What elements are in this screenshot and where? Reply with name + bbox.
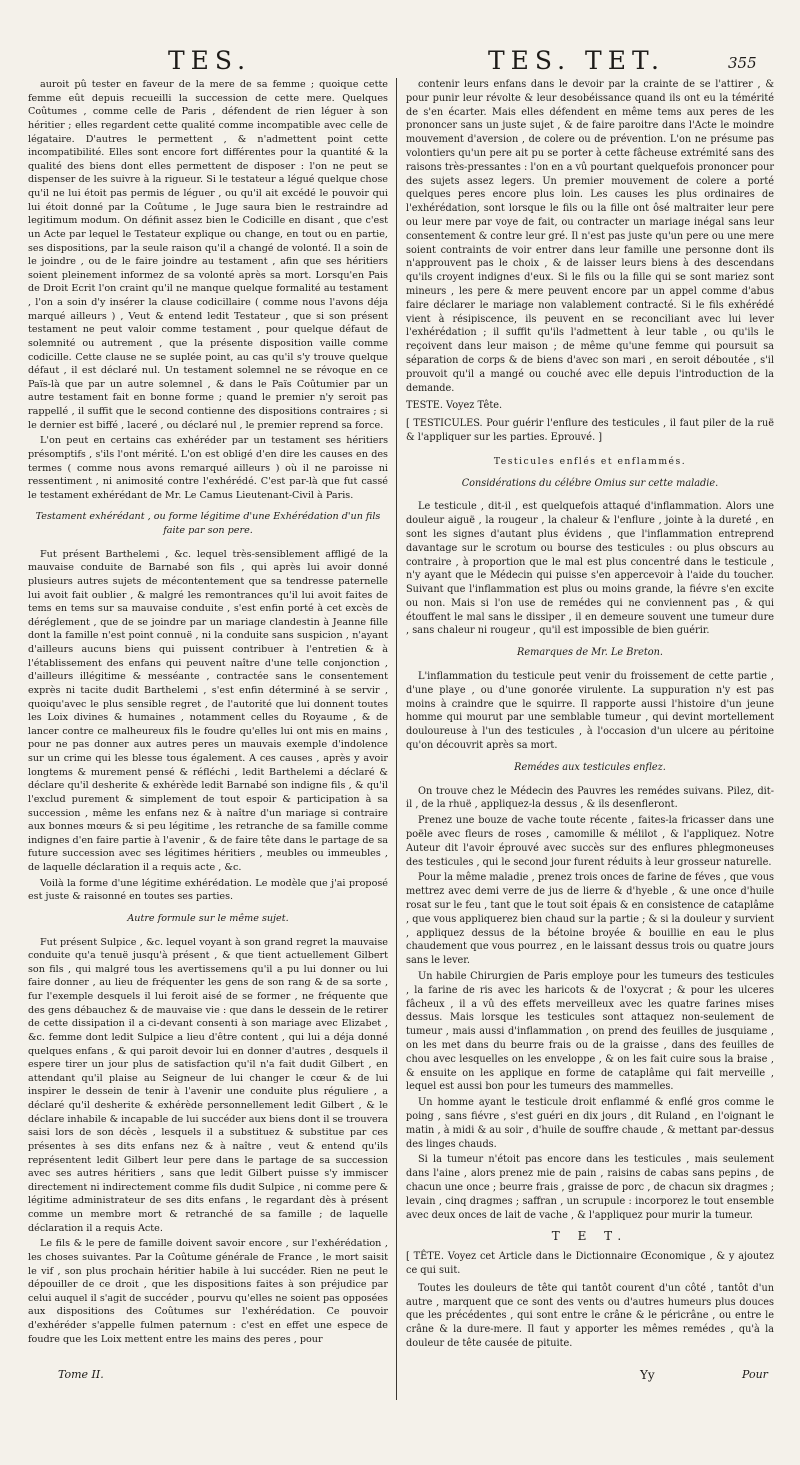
entry-heading: TESTE. Voyez Tête. xyxy=(406,400,503,412)
paragraph: Voilà la forme d'une légitime exhérédation. Le modèle que j'ai proposé est juste & raisonné en toutes ses parties. xyxy=(28,877,388,903)
paragraph: Toutes les douleurs de tête qui tantôt courent d'un côté , tantôt d'un autre , marquent que ce sont des vents ou d'autres humeurs plus douces que les précédentes , qui sont entre le crâne & le péricrâne , ou entre le crâne & la dure-mere. Il faut y apporter les mêmes remédes , qu'à la douleur de tête causée de pituite. xyxy=(406,1282,774,1349)
paragraph: auroit pû tester en faveur de la mere de sa femme ; quoique cette femme eût depuis recueilli la succession de cette mere. Quelques Coûtumes , comme celle de Paris , défendent de rien léguer à son héritier ; elles regardent cette qualité comme incompatible avec celle de légataire. D'autres le permettent , & n'admettent point cette incompatibilité. Elles sont encore fort différentes pour la quantité & la qualité des biens dont elles permettent de disposer : l'on ne peut se dispenser de les suivre à la rigueur. Si le testateur a légué quelque chose qu'il ne lui étoit pas permis de léguer , ou qu'il ait excédé le pouvoir qui lui étoit donné par la Coûtume , le Juge saura bien le restraindre ad legitimum modum. On définit assez bien le Codicille en disant , que c'est un Acte par lequel le Testateur explique ou change, en tout ou en partie, ses dispositions, par la seule raison qu'il a changé de volonté. Il a soin de le joindre , ou de le faire joindre au testament , afin que ses héritiers soient pleinement informez de sa volonté après sa mort. Lorsqu'en Pais de Droit Ecrit l'on craint qu'il ne manque quelque formalité au testament , l'on a soin d'y insérer la clause codicillaire ( comme nous l'avons déja marqué ailleurs ) , Veut & entend ledit Testateur , que si son présent testament ne peut valoir comme testament , pour quelque défaut de solemnité ou autrement , que la présente disposition vaille comme codicille. Cette clause ne se suplée point, au cas qu'il s'y trouve quelque défaut , il est déclaré nul. Un testament solemnel ne se révoque en ce Païs-là que par un autre solemnel , & dans le Païs Coûtumier par un autre testament fait en bonne forme ; quand le premier n'y seroit pas rappellé , il suffit que le second contienne des dispositions contraires ; si le dernier est biffé , laceré , ou déclaré nul , le premier reprend sa force. xyxy=(28,79,388,431)
paragraph: Fut présent Barthelemi , &c. lequel très-sensiblement affligé de la mauvaise conduite de Barnabé son fils , qui après lui avoir donné plusieurs autres sujets de mécontentement que sa tendresse paternelle lui avoit fait oublier , & malgré les remontrances qu'il lui avoit faites de tems en tems sur sa mauvaise conduite , s'est enfin porté à cet excès de déréglement , que de se joindre par un mariage clandestin à Jeanne fille dont la famille n'est point connuë , ni la conduite sans suspicion , n'ayant d'ailleurs aucuns biens qui puissent contribuer à l'entretien & à l'établissement des enfans qui peuvent naître d'une telle conjonction , d'ailleurs illégitime & messéante , contractée sans le consentement exprès ni tacite dudit Barthelemi , s'est enfin déterminé à se servir , quoiqu'avec le plus sensible regret , de l'autorité que lui donnent toutes les Loix divines & humaines , notamment celles du Royaume , & de lancer contre ce malheureux fils le foudre qu'elles lui ont mis en mains , pour ne pas donner aux autres peres un mauvais exemple d'indolence sur un crime qui les blesse tous également. A ces causes , après y avoir longtems & murement pensé & réfléchi , ledit Barthelemi a déclaré & déclare qu'il desherite & exhérède ledit Barnabé son indigne fils , & qu'il l'exclud purement & simplement de tout espoir & participation à sa succession , même les enfans nez & à naître d'un mariage si contraire aux bonnes mœurs & si peu légitime , les retranche de sa famille comme indignes d'en faire partie à l'avenir , & de faire tête dans le partage de sa future succession avec ses légitimes héritiers , meubles ou immeubles , de laquelle déclaration il a requis acte , &c. xyxy=(28,548,388,873)
catchword: Pour xyxy=(742,1368,768,1381)
paragraph: Si la tumeur n'étoit pas encore dans les testicules , mais seulement dans l'aine , alors prenez mie de pain , raisins de cabas sans pepins , de chacun une once ; beurre frais , graisse de porc , de chacun six dragmes ; levain , cinq dragmes ; saffran , un scrupule : incorporez le tout ensemble avec deux onces de lait de vache , & l'appliquez pour murir la tumeur. xyxy=(406,1154,774,1221)
paragraph: Pour la même maladie , prenez trois onces de farine de féves , que vous mettrez avec demi verre de jus de lierre & d'hyeble , & une once d'huile rosat sur le feu , tant que le tout soit épais & en consistence de cataplâme , que vous appliquerez bien chaud sur la partie ; & si la douleur y survient , appliquez dessus de la bétoine broyée & bouillie en eau le plus chaudement que vous pourrez , en le laissant dessus trois ou quatre jours sans le lever. xyxy=(406,872,774,967)
paragraph: On trouve chez le Médecin des Pauvres les remédes suivans. Pilez, dit-il , de la rhuë , appliquez-la dessus , & ils desenfleront. xyxy=(406,785,774,811)
section-heading: T E T. xyxy=(551,1229,629,1244)
header-right: TES. TET. xyxy=(488,46,665,75)
running-header xyxy=(0,46,800,80)
section-title: Considérations du célébre Omius sur cette maladie. xyxy=(461,477,719,489)
paragraph: Fut présent Sulpice , &c. lequel voyant à son grand regret la mauvaise conduite qu'a tenuë jusqu'à présent , & que tient actuellement Gilbert son fils , qui malgré tous les avertissemens qu'il a pu lui donner ou lui faire donner , au lieu de fréquenter les gens de son rang & de sa sorte , fur l'exemple desquels il lui feroit aisé de se former , ne fréquente que des gens débauchez & de mauvaise vie : que dans le dessein de le retirer de cette dissipation il a ci-devant consenti à son mariage avec Elizabet , &c. femme dont ledit Sulpice a lieu d'être content , qui lui a déja donné quelques enfans , & qui paroit devoir lui en donner d'autres , desquels il espere tirer un jour plus de satisfaction qu'il n'a fait dudit Gilbert , en attendant qu'il plaise au Seigneur de lui changer le cœur & de lui inspirer le dessein de tenir à l'avenir une conduite plus réguliere , a déclaré qu'il desherite & exhérède personnellement ledit Gilbert , & le déclare inhabile & incapable de lui succéder aux biens dont il se trouvera saisi lors de son décès , lesquels il a substituez & substitue par ces présentes à ses dits enfans nez & à naître , veut & entend qu'ils représentent ledit Gilbert leur pere dans le partage de sa succession avec ses autres héritiers , sans que ledit Gilbert puisse s'y immiscer directement ni indirectement comme fils dudit Sulpice , ni comme pere & légitime administrateur de ses dits enfans , le regardant dès à présent comme un membre mort & retranché de sa famille ; de laquelle déclaration il a requis Acte. xyxy=(28,936,389,1234)
entry-heading: [ TESTICULES. Pour guérir l'enflure des testicules , il faut piler de la ruë & l'appliquer sur les parties. Eprouvé. ] xyxy=(406,418,774,443)
paragraph: Prenez une bouze de vache toute récente , faites-la fricasser dans une poële avec fleurs de roses , camomille & mélilot , & l'appliquez. Notre Auteur dit l'avoir éprouvé avec succès sur des enflures phlegmoneuses des testicules , qui le second jour furent réduits à leur grosseur naturelle. xyxy=(406,815,774,868)
paragraph: Un habile Chirurgien de Paris employe pour les tumeurs des testicules , la farine de ris avec les haricots & de l'oxycrat ; & pour les ulceres fâcheux , il a vû des effets merveilleux avec les quatre farines mises dessus. Mais lorsque les testicules sont attaquez non-seulement de tumeur , mais aussi d'inflammation , on prend des feuilles de jusquiame , on les met dans du beurre frais ou de la graisse , dans des feuilles de chou avec lesquelles on les enveloppe , & on les fait cuire sous la braise , & ensuite on les applique en forme de cataplâme qui fait merveille , lequel est aussi bon pour les tumeurs des mammelles. xyxy=(406,971,774,1093)
paragraph: Le testicule , dit-il , est quelquefois attaqué d'inflammation. Alors une douleur aiguë , la rougeur , la chaleur & l'enflure , jointe à la dureté , en sont les signes d'autant plus évidens , que l'inflammation entreprend davantage sur le scrotum ou bourse des testicules : ou plus obscurs au contraire , à proportion que le mal est plus concentré dans le testicule , n'y ayant que le Médecin qui puisse s'en appercevoir à l'aide du toucher. Suivant que l'inflammation est plus ou moins grande, la fiévre s'en excite ou non. Mais si l'on use de remédes qui ne conviennent pas , & qui étouffent le mal sans le dissiper , il en demeure souvent une tumeur dure , sans chaleur ni rougeur , qu'il est impossible de bien guérir. xyxy=(406,501,774,637)
section-heading: Testicules enflés et enflammés. xyxy=(493,455,687,467)
volume-footer: Tome II. xyxy=(58,1368,104,1381)
paragraph: L'on peut en certains cas exhéréder par un testament ses héritiers présomptifs , s'ils l'ont mérité. L'on est obligé d'en dire les causes en des termes ( comme nous avons remarqué ailleurs ) où il ne paroisse ni ressentiment , ni animosité contre l'exhérédé. C'est par-là que fut cassé le testament exhérédant de Mr. Le Camus Lieutenant-Civil à Paris. xyxy=(28,435,388,501)
paragraph: Un homme ayant le testicule droit enflammé & enflé gros comme le poing , sans fiévre , s'est guéri en dix jours , dit Ruland , en l'oignant le matin , à midi & au soir , d'huile de souffre chaude , & mettant par-dessus des linges chauds. xyxy=(406,1097,774,1150)
paragraph: L'inflammation du testicule peut venir du froissement de cette partie , d'une playe , ou d'une gonorée virulente. La suppuration n'y est pas moins à craindre que le squirre. Il rapporte aussi l'histoire d'un jeune homme qui mourut par une semblable tumeur , qui devint mortellement douloureuse à l'un des testicules , à l'occasion d'un ulcere au péritoine qu'on découvrit après sa mort. xyxy=(406,671,774,752)
page-number: 355 xyxy=(728,54,757,72)
right-column xyxy=(406,78,774,1353)
signature-mark: Yy xyxy=(640,1368,655,1382)
paragraph: Le fils & le pere de famille doivent savoir encore , sur l'exhérédation , les choses suivantes. Par la Coûtume générale de France , le mort saisit le vif , son plus prochain héritier habile à lui succéder. Rien ne peut le dépouiller de ce droit , que les dispositions faites à son préjudice par celui auquel il s'agit de succéder , pourvu qu'elles ne soient pas opposées aux dispositions des Coûtumes sur l'exhérédation. Ce pouvoir d'exhéréder s'appelle fulmen paternum : c'est en effet une espece de foudre que les Loix mettent entre les mains des peres , pour xyxy=(28,1238,388,1345)
header-left: TES. xyxy=(168,46,252,75)
entry-heading: [ TÊTE. Voyez cet Article dans le Dictionnaire Œconomique , & y ajoutez ce qui suit. xyxy=(406,1251,774,1276)
section-title: Remarques de Mr. Le Breton. xyxy=(517,647,663,659)
left-column xyxy=(28,78,388,1348)
section-title: Remédes aux testicules enflez. xyxy=(514,761,666,773)
section-title: Testament exhérédant , ou forme légitime d'une Exhérédation d'un fils faite par son pere. xyxy=(35,511,381,536)
paragraph: contenir leurs enfans dans le devoir par la crainte de se l'attirer , & pour punir leur révolte & leur desobéissance quand ils ont eu la témérité de s'en écarter. Mais elles défendent en même tems aux peres de les prononcer sans un juste sujet , & de faire paroitre dans l'Acte le moindre mouvement d'aversion , de colere ou de prévention. L'on ne présume pas volontiers qu'un pere ait pu se porter à cette fâcheuse extrémité sans des raisons très-pressantes : l'on en a vû pourtant quelquefois prononcer pour des sujets assez legers. Un premier mouvement de colere a porté quelques peres encore plus loin. Les causes les plus ordinaires de l'exhérédation, sont lorsque le fils ou la fille ont ôsé maltraiter leur pere ou leur mere par voye de fait, ou contracter un mariage inégal sans leur consentement & contre leur gré. Il n'est pas juste qu'un pere ou une mere soient contraints de voir entrer dans leur famille une personne dont ils n'approuvent pas le choix , & de laisser leurs biens à des descendans qu'ils croyent indignes d'eux. Si le fils ou la fille qui se sont mariez sont mineurs , les pere & mere peuvent encore par un appel comme d'abus faire déclarer le mariage non valablement contracté. Si le fils exhérédé vient à résipiscence, ils peuvent en se reconciliant avec lui lever l'exhérédation ; il suffit qu'ils l'admettent à leur table , ou qu'ils le reçoivent dans leur maison ; de même qu'une femme qui poursuit sa séparation de corps & de biens d'avec son mari , en seroit déboutée , s'il prouvoit qu'il a mangé ou couché avec elle depuis l'introduction de la demande. xyxy=(406,79,774,394)
section-title: Autre formule sur le même sujet. xyxy=(127,912,289,924)
column-divider xyxy=(396,78,397,1400)
